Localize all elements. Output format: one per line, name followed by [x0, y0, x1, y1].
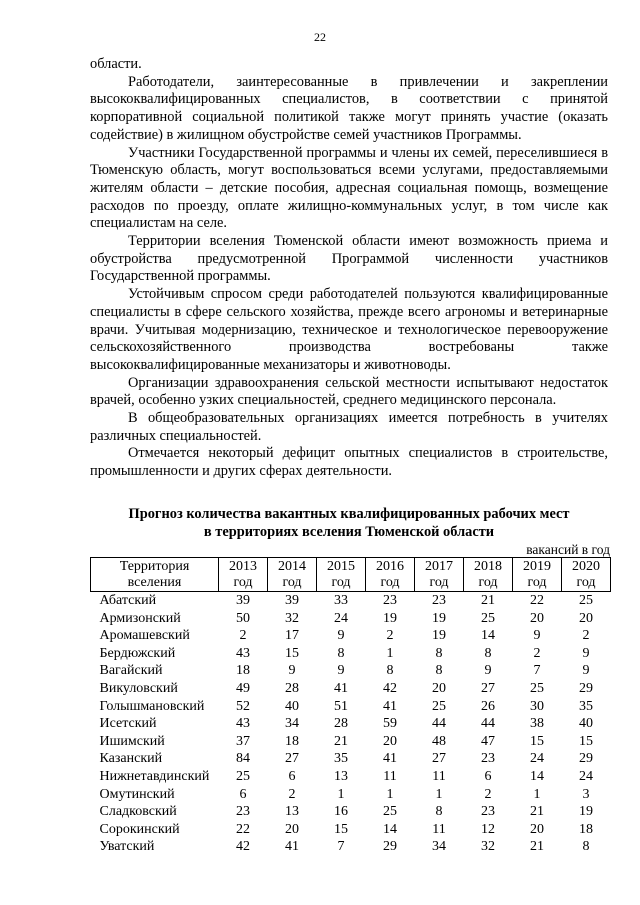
vacancy-value: 41	[285, 839, 299, 855]
vacancy-value: 20	[383, 733, 397, 749]
header-territory-line-1: Территория	[119, 558, 190, 574]
table-row	[91, 680, 611, 698]
vacancy-value: 39	[236, 593, 250, 608]
vacancy-value: 44	[481, 716, 495, 732]
territory-name: Сорокинский	[99, 821, 180, 837]
vacancy-value: 1	[533, 786, 541, 802]
vacancy-value: 21	[530, 804, 544, 820]
vacancy-value: 19	[383, 610, 397, 626]
header-year-value: 2014	[278, 558, 306, 574]
header-year-2014	[268, 558, 317, 592]
table-row	[91, 821, 611, 839]
vacancy-value: 20	[432, 680, 446, 696]
vacancy-value: 33	[334, 593, 348, 608]
vacancy-value: 27	[432, 751, 446, 767]
vacancy-value: 35	[579, 698, 593, 714]
vacancy-value: 9	[533, 628, 541, 644]
vacancy-value: 2	[239, 628, 247, 644]
table-row	[91, 838, 611, 856]
table-row	[91, 627, 611, 645]
vacancy-value: 24	[579, 768, 593, 784]
vacancy-value: 52	[236, 698, 250, 714]
vacancy-value: 59	[383, 716, 397, 732]
vacancy-value: 84	[236, 751, 250, 767]
header-year-value: 2020	[572, 558, 600, 574]
vacancy-value: 19	[432, 628, 446, 644]
paragraph: Участники Государственной программы и члены их семей, переселившиеся в Тюменскую область, могут воспользоваться всеми услугами, предоставляемыми жителям области – детские пособия, адресная социальная помощь, возмещение расходов по проезду, оплате жилищно-коммунальных услуг, в том числе как специалистам на селе.	[90, 144, 608, 232]
header-year-suffix: год	[282, 574, 302, 590]
table-row	[91, 645, 611, 663]
vacancy-value: 40	[579, 716, 593, 732]
vacancy-value: 26	[481, 698, 495, 714]
vacancy-value: 44	[432, 716, 446, 732]
vacancy-value: 47	[481, 733, 495, 749]
vacancy-value: 2	[288, 786, 296, 802]
vacancy-value: 9	[288, 663, 296, 679]
table-row	[91, 662, 611, 680]
vacancy-value: 23	[383, 593, 397, 608]
vacancy-value: 20	[530, 821, 544, 837]
header-year-suffix: год	[429, 574, 449, 590]
paragraph: В общеобразовательных организациях имеется потребность в учителях различных специальностей.	[90, 410, 608, 444]
vacancy-value: 42	[236, 839, 250, 855]
vacancy-value: 12	[481, 821, 495, 837]
vacancy-value: 20	[530, 610, 544, 626]
territory-name: Омутинский	[99, 786, 175, 802]
vacancy-value: 40	[285, 698, 299, 714]
vacancy-value: 48	[432, 733, 446, 749]
vacancy-value: 24	[334, 610, 348, 626]
vacancy-value: 2	[484, 786, 492, 802]
header-year-value: 2015	[327, 558, 355, 574]
vacancy-value: 7	[533, 663, 541, 679]
table-title-line-2: в территориях вселения Тюменской области	[203, 523, 495, 540]
table-title-line-1: Прогноз количества вакантных квалифицированных рабочих мест	[128, 506, 570, 522]
vacancy-value: 2	[533, 645, 541, 661]
header-year-2020	[562, 558, 611, 592]
vacancy-value: 16	[334, 804, 348, 820]
header-year-suffix: год	[527, 574, 547, 590]
vacancy-value: 39	[285, 593, 299, 608]
table-row	[91, 592, 611, 610]
vacancy-value: 42	[383, 680, 397, 696]
header-territory	[91, 558, 219, 592]
vacancy-value: 28	[334, 716, 348, 732]
table-header-row	[91, 558, 611, 592]
vacancy-value: 2	[582, 628, 590, 644]
header-year-2016	[366, 558, 415, 592]
vacancy-value: 3	[582, 786, 590, 802]
vacancy-value: 34	[432, 839, 446, 855]
vacancy-value: 20	[579, 610, 593, 626]
table-row	[91, 610, 611, 628]
vacancy-value: 50	[236, 610, 250, 626]
body-text	[90, 56, 608, 481]
territory-name: Абатский	[99, 593, 157, 608]
territory-name: Казанский	[99, 751, 163, 767]
vacancy-value: 35	[334, 751, 348, 767]
vacancy-value: 2	[386, 628, 394, 644]
territory-name: Армизонский	[99, 610, 181, 626]
vacancy-value: 29	[579, 680, 593, 696]
vacancy-value: 32	[481, 839, 495, 855]
vacancy-value: 9	[484, 663, 492, 679]
vacancy-value: 25	[236, 768, 250, 784]
vacancy-value: 6	[288, 768, 296, 784]
vacancy-value: 38	[530, 716, 544, 732]
vacancy-value: 19	[579, 804, 593, 820]
vacancy-value: 21	[481, 593, 495, 608]
territory-name: Нижнетавдинский	[99, 768, 210, 784]
vacancy-value: 23	[481, 751, 495, 767]
vacancy-value: 8	[435, 645, 443, 661]
territory-name: Сладковский	[99, 804, 177, 820]
vacancy-value: 11	[432, 821, 446, 837]
vacancy-value: 30	[530, 698, 544, 714]
vacancy-value: 23	[236, 804, 250, 820]
header-year-value: 2016	[376, 558, 404, 574]
paragraph: Территории вселения Тюменской области имеют возможность приема и обустройства предусмотренной Программой численности участников Государственной программы.	[90, 233, 608, 285]
vacancy-value: 25	[579, 593, 593, 608]
territory-name: Аромашевский	[99, 628, 190, 644]
header-territory-line-2: вселения	[127, 574, 182, 590]
paragraph: области.	[90, 56, 142, 72]
vacancy-value: 13	[334, 768, 348, 784]
paragraph: Отмечается некоторый дефицит опытных специалистов в строительстве, промышленности и других сферах деятельности.	[90, 445, 608, 480]
vacancy-value: 24	[530, 751, 544, 767]
vacancy-value: 9	[582, 645, 590, 661]
vacancy-value: 11	[432, 768, 446, 784]
vacancy-value: 1	[435, 786, 443, 802]
vacancy-value: 1	[337, 786, 345, 802]
header-year-suffix: год	[331, 574, 351, 590]
header-year-2019	[513, 558, 562, 592]
vacancy-value: 51	[334, 698, 348, 714]
vacancy-value: 14	[481, 628, 495, 644]
table-body	[91, 592, 611, 856]
territory-name: Викуловский	[99, 680, 178, 696]
vacancy-value: 8	[435, 804, 443, 820]
page-number: 22	[314, 30, 326, 44]
vacancy-value: 8	[435, 663, 443, 679]
vacancy-value: 21	[530, 839, 544, 855]
vacancy-value: 43	[236, 716, 250, 732]
header-year-value: 2017	[425, 558, 453, 574]
vacancy-value: 15	[579, 733, 593, 749]
vacancy-value: 8	[484, 645, 492, 661]
header-year-value: 2018	[474, 558, 502, 574]
table-row	[91, 733, 611, 751]
header-year-value: 2013	[229, 558, 257, 574]
vacancy-value: 49	[236, 680, 250, 696]
vacancy-value: 27	[285, 751, 299, 767]
vacancy-value: 15	[334, 821, 348, 837]
table-row	[91, 786, 611, 804]
vacancy-value: 9	[582, 663, 590, 679]
header-year-suffix: год	[380, 574, 400, 590]
paragraph: Устойчивым спросом среди работодателей пользуются квалифицированные специалисты в сфере сельского хозяйства, прежде всего агрономы и ветеринарные врачи. Учитывая модернизацию, техническое и технологическое перевооружение сельскохозяйственного производства востребованы также высококвалифицированные механизаторы и животноводы.	[90, 286, 608, 373]
vacancy-value: 34	[285, 716, 299, 732]
table-title	[90, 506, 608, 541]
header-year-suffix: год	[233, 574, 253, 590]
vacancy-value: 25	[530, 680, 544, 696]
vacancy-value: 20	[285, 821, 299, 837]
vacancy-value: 22	[530, 593, 544, 608]
vacancy-value: 9	[337, 663, 345, 679]
vacancy-value: 8	[337, 645, 345, 661]
vacancy-value: 25	[481, 610, 495, 626]
vacancy-value: 32	[285, 610, 299, 626]
vacancy-value: 7	[337, 839, 345, 855]
paragraph: Организации здравоохранения сельской местности испытывают недостаток врачей, особенно узких специальностей, среднего медицинского персонала.	[90, 374, 608, 409]
vacancy-forecast-table	[90, 557, 611, 856]
vacancy-value: 17	[285, 628, 299, 644]
vacancy-value: 8	[582, 839, 590, 855]
table-row	[91, 803, 611, 821]
vacancy-value: 37	[236, 733, 250, 749]
vacancy-value: 43	[236, 645, 250, 661]
vacancy-value: 22	[236, 821, 250, 837]
vacancy-value: 11	[383, 768, 397, 784]
vacancy-value: 21	[334, 733, 348, 749]
vacancy-value: 18	[579, 821, 593, 837]
vacancy-value: 6	[484, 768, 492, 784]
header-year-suffix: год	[576, 574, 596, 590]
territory-name: Ишимский	[99, 733, 165, 749]
table-row	[91, 768, 611, 786]
vacancy-value: 1	[386, 645, 394, 661]
vacancy-value: 6	[239, 786, 247, 802]
header-year-2017	[415, 558, 464, 592]
vacancy-value: 9	[337, 628, 345, 644]
vacancy-value: 1	[386, 786, 394, 802]
table-unit-label: вакансий в год	[526, 542, 610, 557]
vacancy-value: 41	[334, 680, 348, 696]
table-row	[91, 750, 611, 768]
vacancy-value: 41	[383, 698, 397, 714]
header-year-2013	[219, 558, 268, 592]
vacancy-value: 28	[285, 680, 299, 696]
vacancy-value: 15	[285, 645, 299, 661]
vacancy-value: 14	[530, 768, 544, 784]
territory-name: Уватский	[99, 839, 155, 855]
vacancy-value: 13	[285, 804, 299, 820]
vacancy-value: 23	[481, 804, 495, 820]
territory-name: Вагайский	[99, 663, 163, 679]
table-row	[91, 715, 611, 733]
territory-name: Бердюжский	[99, 645, 176, 661]
vacancy-value: 19	[432, 610, 446, 626]
table-row	[91, 698, 611, 716]
vacancy-value: 15	[530, 733, 544, 749]
vacancy-value: 41	[383, 751, 397, 767]
vacancy-value: 18	[285, 733, 299, 749]
vacancy-value: 18	[236, 663, 250, 679]
vacancy-value: 29	[383, 839, 397, 855]
vacancy-value: 25	[432, 698, 446, 714]
vacancy-value: 27	[481, 680, 495, 696]
vacancy-value: 23	[432, 593, 446, 608]
header-year-value: 2019	[523, 558, 551, 574]
vacancy-value: 8	[386, 663, 394, 679]
vacancy-value: 29	[579, 751, 593, 767]
header-year-suffix: год	[478, 574, 498, 590]
header-year-2015	[317, 558, 366, 592]
paragraph: Работодатели, заинтересованные в привлечении и закреплении высококвалифицированных специалистов, в соответствии с принятой корпоративной социальной политикой также могут принять участие (оказать содействие) в жилищном обустройстве семей участников Программы.	[90, 73, 608, 143]
territory-name: Исетский	[99, 716, 157, 732]
vacancy-value: 25	[383, 804, 397, 820]
vacancy-value: 14	[383, 821, 397, 837]
header-year-2018	[464, 558, 513, 592]
territory-name: Голышмановский	[99, 698, 205, 714]
